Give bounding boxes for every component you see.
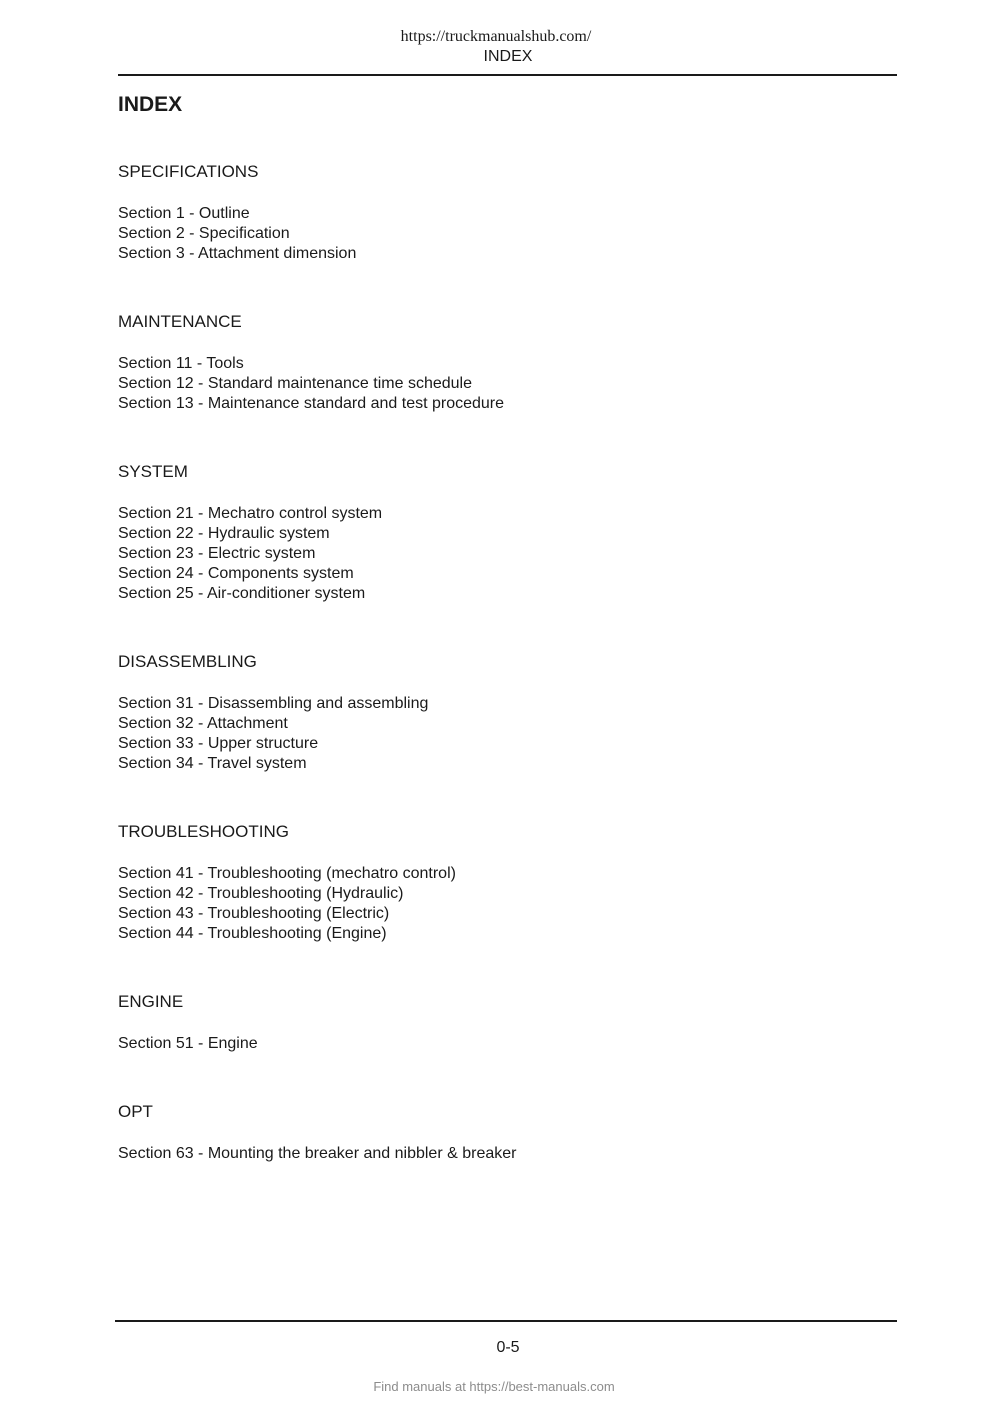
index-entry[interactable]: Section 21 - Mechatro control system (118, 505, 383, 522)
entry-list (118, 1034, 878, 1054)
index-entry[interactable]: Section 13 - Maintenance standard and test procedure (118, 395, 505, 412)
index-group-disassembling (118, 652, 878, 822)
index-entry[interactable]: Section 44 - Troubleshooting (Engine) (118, 925, 387, 942)
index-entry[interactable]: Section 11 - Tools (118, 355, 244, 372)
entry-list (118, 864, 878, 944)
index-entry[interactable]: Section 2 - Specification (118, 225, 290, 242)
index-content (118, 162, 878, 1172)
index-entry[interactable]: Section 25 - Air-conditioner system (118, 585, 366, 602)
index-entry[interactable]: Section 51 - Engine (118, 1035, 258, 1052)
index-entry[interactable]: Section 3 - Attachment dimension (118, 245, 357, 262)
index-entry[interactable]: Section 33 - Upper structure (118, 735, 319, 752)
index-group-system (118, 462, 878, 652)
index-entry[interactable]: Section 23 - Electric system (118, 545, 316, 562)
index-entry[interactable]: Section 41 - Troubleshooting (mechatro control) (118, 865, 456, 882)
index-entry[interactable]: Section 43 - Troubleshooting (Electric) (118, 905, 390, 922)
index-group-maintenance (118, 312, 878, 462)
index-group-specifications (118, 162, 878, 312)
index-group-opt (118, 1102, 878, 1172)
index-entry[interactable]: Section 1 - Outline (118, 205, 250, 222)
entry-list (118, 354, 878, 414)
group-heading: OPT (118, 1102, 153, 1121)
footer-manuals-link[interactable]: Find manuals at https://best-manuals.com (373, 1379, 615, 1394)
page-number: 0-5 (496, 1339, 520, 1356)
index-entry[interactable]: Section 63 - Mounting the breaker and nibbler & breaker (118, 1145, 517, 1162)
group-heading: MAINTENANCE (118, 312, 242, 331)
group-heading: TROUBLESHOOTING (118, 822, 289, 841)
entry-list (118, 1144, 878, 1164)
group-heading: DISASSEMBLING (118, 652, 257, 671)
index-group-engine (118, 992, 878, 1102)
footer-divider (115, 1320, 897, 1322)
index-entry[interactable]: Section 22 - Hydraulic system (118, 525, 330, 542)
index-entry[interactable]: Section 32 - Attachment (118, 715, 288, 732)
entry-list (118, 504, 878, 604)
group-heading: ENGINE (118, 992, 184, 1011)
header-divider (118, 74, 897, 76)
index-entry[interactable]: Section 31 - Disassembling and assembling (118, 695, 429, 712)
index-entry[interactable]: Section 42 - Troubleshooting (Hydraulic) (118, 885, 404, 902)
entry-list (118, 204, 878, 264)
index-entry[interactable]: Section 24 - Components system (118, 565, 354, 582)
index-entry[interactable]: Section 12 - Standard maintenance time schedule (118, 375, 472, 392)
group-heading: SYSTEM (118, 462, 188, 481)
index-group-troubleshooting (118, 822, 878, 992)
entry-list (118, 694, 878, 774)
group-heading: SPECIFICATIONS (118, 162, 259, 181)
site-url-link[interactable]: https://truckmanualshub.com/ (400, 28, 592, 45)
page-title: INDEX (118, 93, 183, 116)
index-entry[interactable]: Section 34 - Travel system (118, 755, 307, 772)
running-head: INDEX (483, 48, 533, 65)
